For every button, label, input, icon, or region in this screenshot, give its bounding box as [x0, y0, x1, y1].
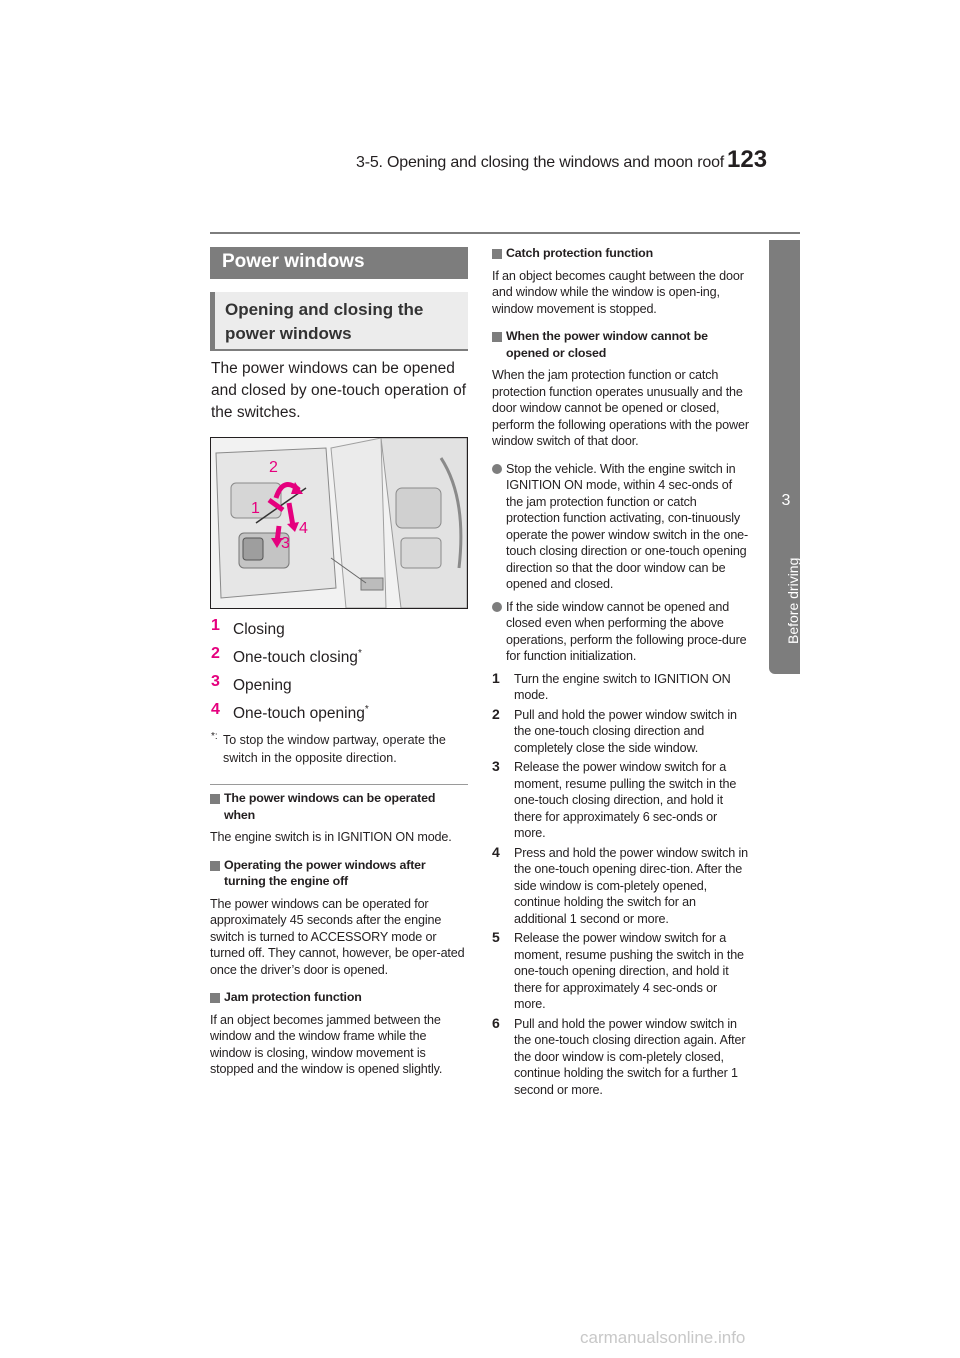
chapter-label: Before driving [785, 557, 801, 644]
callout-label: One-touch closing [233, 649, 358, 667]
callout-item [211, 642, 469, 670]
round-bullet-icon [492, 464, 502, 474]
callout-number: 3 [211, 673, 220, 690]
step-text: Turn the engine switch to IGNITION ON mode. [514, 671, 731, 702]
callout-number: 2 [211, 645, 220, 662]
figure-callout-2: 2 [269, 459, 278, 476]
note-heading: Operating the power windows after turning the engine off [210, 857, 468, 890]
sub-heading-box [210, 292, 468, 350]
footnote-text: To stop the window partway, operate the switch in the opposite direction. [223, 733, 446, 765]
note-body: If an object becomes jammed between the window and the window frame while the window is closing, window movement is stopped and the window is opened slightly. [210, 1012, 443, 1076]
figure-callout-4: 4 [299, 520, 308, 537]
note-body: The engine switch is in IGNITION ON mode. [210, 830, 452, 844]
step-number: 5 [492, 929, 500, 945]
step-text: Release the power window switch for a moment, resume pushing the switch in the one-touch opening direction, and hold it there for approximately 4 sec-onds or more. [514, 931, 744, 1011]
section-heading-bar [210, 247, 468, 279]
footer-watermark: carmanualsonline.info [580, 1328, 746, 1347]
callout-number: 1 [211, 617, 220, 634]
step-text: Pull and hold the power window switch in the one-touch closing direction again. After the door window is com-pletely closed, continue holding the switch for a further 1 second or more. [514, 1016, 746, 1097]
page-number: 123 [727, 146, 768, 173]
step-number: 4 [492, 843, 500, 860]
note-heading: Jam protection function [210, 989, 468, 1006]
section-divider [210, 784, 468, 785]
step-text: Release the power window switch for a moment, resume pulling the switch in the one-touch closing direction, and hold it there for approximately 6 sec-onds or more. [514, 760, 737, 840]
power-window-switch-figure [210, 437, 468, 609]
square-bullet-icon [210, 794, 220, 804]
note-heading: Catch protection function [492, 245, 750, 262]
bullet-item: If the side window cannot be opened and closed even when performing the above operations, perform the following proce-dure for function initialization. [492, 599, 750, 665]
step-text: Press and hold the power window switch in the one-touch opening direc-tion. After the side window is com-pletely opened, continue holding the switch for an additional 1 second or more. [514, 845, 748, 926]
procedure-step [492, 671, 750, 704]
header-rule [210, 232, 800, 234]
callout-number: 4 [211, 701, 220, 718]
right-notes [492, 245, 750, 1101]
callout-item [211, 698, 469, 726]
callout-label: Opening [233, 677, 292, 695]
procedure-step [492, 845, 750, 928]
figure-callout-1: 1 [251, 500, 260, 517]
step-number: 3 [492, 758, 500, 774]
left-notes [210, 790, 468, 1089]
chapter-number: 3 [781, 492, 791, 509]
callout-item [211, 670, 469, 698]
round-bullet-icon [492, 602, 502, 612]
switch-illustration [211, 438, 467, 608]
step-number: 1 [492, 669, 500, 686]
bullet-item: Stop the vehicle. With the engine switch in IGNITION ON mode, within 4 sec-onds of the jam protection function or catch protection function activating, con-tinuously operate the power window switch in the one-touch closing direction or one-touch opening direction so that the door window can be opened and closed. [492, 461, 750, 593]
callout-label: Closing [233, 621, 285, 639]
callout-label: One-touch opening [233, 705, 365, 723]
note-heading: The power windows can be operated when [210, 790, 468, 823]
callout-list [211, 614, 469, 726]
footnote-star: * [357, 648, 362, 659]
note-body: The power windows can be operated for approximately 45 seconds after the engine switch is turned to ACCESSORY mode or turned off. They cannot, however, be oper-ated once the driver’s door is opened. [210, 896, 465, 977]
sub-heading-rule [210, 349, 468, 351]
step-text: Pull and hold the power window switch in the one-touch closing direction and completely close the side window. [514, 707, 737, 755]
step-number: 2 [492, 705, 500, 722]
step-number: 6 [492, 1014, 500, 1031]
note-heading: When the power window cannot be opened or closed [492, 328, 750, 361]
note-body: When the jam protection function or catch protection function operates unusually and the door window cannot be opened or closed, perform the following operations with the power window switch of that door. [492, 368, 749, 448]
procedure-step [492, 759, 750, 842]
figure-callout-3: 3 [281, 535, 290, 552]
note-body: If an object becomes caught between the door and window while the window is open-ing, window movement is stopped. [492, 268, 744, 316]
square-bullet-icon [492, 332, 502, 342]
section-heading: Power windows [222, 251, 365, 272]
running-header-title: 3-5. Opening and closing the windows and moon roof [356, 154, 725, 171]
square-bullet-icon [210, 861, 220, 871]
footnote-mark: *: [211, 731, 218, 742]
procedure-step [492, 707, 750, 757]
intro-paragraph: The power windows can be opened and closed by one-touch operation of the switches. [211, 360, 467, 421]
sub-heading: Opening and closing the power windows [225, 300, 424, 343]
callout-item [211, 614, 469, 642]
square-bullet-icon [492, 249, 502, 259]
procedure-step [492, 930, 750, 1013]
footnote-star: * [364, 704, 369, 715]
procedure-step [492, 1016, 750, 1099]
square-bullet-icon [210, 993, 220, 1003]
